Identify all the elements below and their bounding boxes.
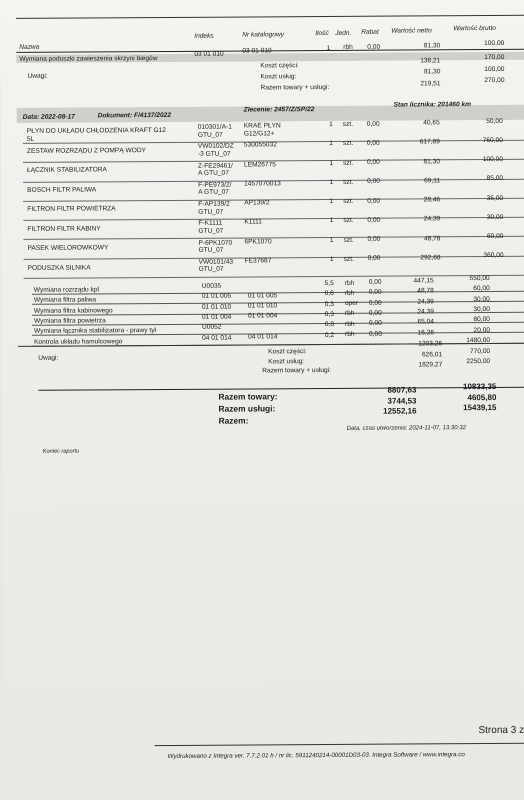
service-catalog: 04 01 014 <box>248 333 278 341</box>
total-label: Razem: <box>218 415 249 426</box>
service-unit: rbh <box>344 310 355 318</box>
service-index: U0035 <box>201 282 222 290</box>
service-rabat: 0,00 <box>368 278 382 286</box>
section1-total-brutto: 270,00 <box>484 76 505 85</box>
part-qty: 1 <box>329 178 334 186</box>
service-unit: oper <box>344 299 359 307</box>
section2-service-cost-label: Koszt usług: <box>268 358 305 366</box>
service-catalog: 01 01 005 <box>247 292 278 300</box>
section1-parts-cost-label: Koszt części: <box>260 62 299 70</box>
part-netto: 28,46 <box>423 196 441 204</box>
part-rabat: 0,00 <box>367 177 380 186</box>
service-rabat: 0,00 <box>368 288 382 297</box>
service-name: Wymiana łącznika stabilizatora - prawy tył <box>34 327 157 335</box>
service-netto: 48,78 <box>417 287 434 295</box>
part-unit: szt. <box>343 255 354 263</box>
service-index: 04 01 014 <box>202 334 232 342</box>
part-brutto: 60,00 <box>486 232 504 241</box>
part-rabat: 0,00 <box>367 254 381 263</box>
service-unit: rbh <box>344 320 355 328</box>
col-netto-header: Wartość netto <box>391 27 432 35</box>
section1-parts-cost-brutto: 170,00 <box>484 53 505 62</box>
service-name: Wymiana filtra powietrza <box>33 317 106 325</box>
service-name: Wymiana filtra paliwa <box>33 296 97 305</box>
section2-odometer: Stan licznika: 201460 km <box>393 101 472 109</box>
service-qty: 0,3 <box>324 300 334 308</box>
section1-service-index: 03 01 010 <box>194 50 224 58</box>
section1-service-brutto: 100,00 <box>484 39 505 48</box>
col-unit-header: Jedn. <box>335 29 352 37</box>
service-netto: 16,26 <box>417 328 435 336</box>
part-brutto: 50,00 <box>486 117 503 125</box>
service-brutto: 550,00 <box>469 275 490 283</box>
service-rabat: 0,00 <box>368 319 382 327</box>
col-name-header: Nazwa <box>19 43 40 51</box>
section2-service-cost-netto: 626,01 <box>421 351 443 359</box>
section1-total-label: Razem towary + usługi: <box>260 83 330 92</box>
section2-total-brutto: 2250,00 <box>466 358 491 366</box>
part-qty: 1 <box>329 255 334 263</box>
section1-remarks-label: Uwagi: <box>27 72 48 80</box>
part-qty: 1 <box>329 120 333 128</box>
part-brutto: 760,00 <box>482 136 503 144</box>
part-row-rule <box>24 255 524 259</box>
service-qty: 0,6 <box>324 290 334 298</box>
service-brutto: 20,00 <box>473 326 491 334</box>
part-qty: 1 <box>329 140 333 148</box>
part-brutto: 35,00 <box>486 194 504 202</box>
part-catalog: LEM26775 <box>243 160 276 169</box>
service-name: Wymiana filtra kabinowego <box>33 306 113 315</box>
section2-parts-cost-label: Koszt części: <box>268 348 307 356</box>
section2-order: Zlecenie: 2457/Z/SP/22 <box>243 106 315 114</box>
part-brutto: 360,00 <box>483 252 504 260</box>
part-row-rule <box>23 198 524 202</box>
part-netto: 24,39 <box>423 215 441 223</box>
section2-parts-cost-brutto: 1480,00 <box>466 337 491 345</box>
part-rabat: 0,00 <box>367 216 381 224</box>
service-name: Wymiana rozrządu kpl <box>33 286 99 294</box>
part-qty: 1 <box>329 197 334 205</box>
section1-service-qty: 1 <box>326 44 331 53</box>
service-brutto: 80,00 <box>473 316 490 324</box>
footer-print-info: Wydrukowano z Integra ver. 7.7.2.01 h / nr lic. 5911240214-00001D03-03. Integra Software / www.integra.co <box>167 751 465 760</box>
total-netto: 12552,16 <box>383 406 417 416</box>
part-rabat: 0,00 <box>367 197 381 205</box>
part-index-line2: GTU_07 <box>198 265 224 274</box>
part-rabat: 0,00 <box>367 235 381 243</box>
col-catalog-header: Nr katalogowy <box>242 31 285 39</box>
part-name: PODUSZKA SILNIKA <box>27 263 91 272</box>
section1-service-unit: rbh <box>343 43 353 51</box>
service-index: 01 01 005 <box>201 292 232 301</box>
total-brutto: 15439,15 <box>463 402 497 413</box>
part-name: FILTRON FILTR KABINY <box>27 224 101 233</box>
part-unit: szt. <box>342 140 354 148</box>
service-netto: 24,39 <box>417 297 434 306</box>
section2-service-cost-brutto: 770,00 <box>469 348 491 356</box>
part-qty: 1 <box>329 217 334 225</box>
service-brutto: 30,00 <box>473 295 490 303</box>
section1-service-catalog: 03 01 010 <box>242 47 272 55</box>
total-services-label: Razem usługi: <box>218 403 276 414</box>
part-unit: szt. <box>343 236 354 244</box>
total-services-netto: 3744,53 <box>387 396 417 406</box>
service-rabat: 0,00 <box>368 299 382 307</box>
section1-total-netto: 219,51 <box>420 80 441 88</box>
section2-date: Data: 2022-08-17 <box>22 113 75 121</box>
service-name: Kontrola układu hamulcowego <box>34 337 123 346</box>
part-name: ZESTAW ROZRZĄDU Z POMPĄ WODY <box>26 146 147 155</box>
part-netto: 40,65 <box>423 119 440 127</box>
part-unit: szt. <box>343 197 354 205</box>
footer-rule <box>155 743 524 746</box>
section2-document: Dokument: F/4137/2022 <box>97 111 172 120</box>
part-index-line2: GTU_07 <box>198 227 224 235</box>
service-qty: 0,3 <box>324 310 334 318</box>
part-index: VW0102/DZ <box>197 142 234 151</box>
service-index: U0052 <box>201 323 222 331</box>
service-unit: rbh <box>344 289 355 297</box>
service-netto: 65,04 <box>417 318 434 326</box>
part-index: F-PE973/2/ <box>198 181 232 189</box>
end-of-report: Koniec raportu <box>42 448 80 455</box>
part-brutto: 30,00 <box>486 213 504 221</box>
part-unit: szt. <box>343 217 354 225</box>
section1-service-cost-label: Koszt usług: <box>260 73 297 81</box>
col-index-header: Indeks <box>194 32 214 40</box>
part-netto: 48,78 <box>423 234 441 242</box>
service-qty: 0,8 <box>324 321 335 329</box>
service-unit: rbh <box>345 330 355 338</box>
total-goods-netto: 8807,63 <box>387 385 417 395</box>
service-catalog: 01 01 010 <box>247 302 278 310</box>
creation-timestamp: Data, czas utworzenia: 2024-11-07, 13:30:32 <box>346 425 466 432</box>
part-netto: 292,68 <box>420 254 441 262</box>
service-rabat: 0,00 <box>368 309 382 317</box>
service-unit: rbh <box>344 279 355 287</box>
section2-remarks-label: Uwagi: <box>38 354 59 362</box>
part-brutto: 85,00 <box>486 175 504 183</box>
part-catalog: K1111 <box>244 218 262 226</box>
service-netto: 24,39 <box>417 308 434 316</box>
service-qty: 0,2 <box>324 331 335 339</box>
part-index: VW0101/43 <box>198 258 234 266</box>
part-catalog: 6PK1070 <box>244 237 272 246</box>
section2-total-label: Razem towary + usługi: <box>262 366 332 375</box>
part-name: BOSCH FILTR PALIWA <box>27 185 97 194</box>
part-name: PŁYN DO UKŁADU CHŁODZENIA KRAFT G12 <box>26 126 166 135</box>
part-catalog: 530055032 <box>243 141 277 149</box>
section1-service-rabat: 0,00 <box>367 43 381 51</box>
service-rabat: 0,00 <box>369 330 382 338</box>
part-name: FILTRON FILTR POWIETRZA <box>27 205 116 213</box>
section1-service-netto: 81,30 <box>423 42 441 50</box>
service-index: 01 01 004 <box>201 313 232 321</box>
col-qty-header: Ilość <box>315 29 329 38</box>
part-index-line2: A GTU_07 <box>198 169 229 177</box>
service-index: 01 01 010 <box>201 303 232 311</box>
section2-parts-cost-netto: 1203,26 <box>418 340 443 348</box>
section1-service-cost-netto: 81,30 <box>423 68 441 76</box>
part-row-rule <box>23 217 524 221</box>
part-index: 010301/A-1 <box>197 123 232 131</box>
part-rabat: 0,00 <box>366 120 380 128</box>
header-top-rule <box>16 15 524 19</box>
service-catalog: 01 01 004 <box>247 312 278 320</box>
part-netto: 69,11 <box>424 177 441 185</box>
total-goods-brutto: 10833,35 <box>462 381 497 392</box>
part-catalog: KRAE PŁYN <box>243 122 281 130</box>
section1-service-cost-brutto: 100,00 <box>484 65 505 74</box>
part-catalog-line2: G12/G12+ <box>243 129 275 138</box>
col-rabat-header: Rabat <box>361 28 379 36</box>
part-index: F-K1111 <box>198 219 223 228</box>
part-rabat: 0,00 <box>366 139 380 147</box>
total-services-brutto: 4605,80 <box>467 392 497 403</box>
service-brutto: 60,00 <box>473 285 490 293</box>
service-netto: 447,15 <box>413 277 434 285</box>
part-qty: 1 <box>329 236 334 244</box>
part-index-line2: GTU_07 <box>198 208 224 216</box>
part-unit: szt. <box>342 120 354 128</box>
part-catalog: 1457070013 <box>244 180 281 188</box>
service-brutto: 30,00 <box>473 305 490 314</box>
part-name-line2: 5L <box>26 135 35 143</box>
part-netto: 81,30 <box>423 157 441 165</box>
part-unit: szt. <box>342 159 354 167</box>
total-goods-label: Razem towary: <box>218 391 278 402</box>
part-qty: 1 <box>329 159 334 167</box>
section1-parts-cost-netto: 138,21 <box>420 57 441 65</box>
part-row-rule <box>23 236 524 240</box>
part-index-line2: A GTU_07 <box>198 188 229 197</box>
section2-total-netto: 1829,27 <box>418 361 443 369</box>
part-index: P-6PK1070 <box>198 239 233 247</box>
part-catalog: FE37687 <box>244 257 272 265</box>
section1-service-name: Wymiana poduszki zawieszenia skrzyni biegów <box>19 55 158 63</box>
part-catalog: AP139/2 <box>244 199 270 207</box>
page-number: Strona 3 z <box>478 724 524 737</box>
part-index-line2: GTU_07 <box>197 131 223 139</box>
part-name: PASEK WIELOROWKOWY <box>27 244 109 252</box>
part-index: F-AP139/2 <box>198 200 230 208</box>
part-index: Z-FE29461/ <box>197 162 233 170</box>
col-brutto-header: Wartość brutto <box>453 24 496 33</box>
part-unit: szt. <box>343 178 354 186</box>
part-netto: 617,89 <box>419 138 440 146</box>
part-index-line2: GTU_07 <box>198 246 224 254</box>
service-qty: 5,5 <box>324 279 334 288</box>
part-rabat: 0,00 <box>366 158 380 166</box>
part-index-line2: -3 GTU_07 <box>197 150 231 158</box>
part-brutto: 100,00 <box>482 155 504 164</box>
part-name: ŁĄCZNIK STABILIZATORA <box>27 166 107 174</box>
